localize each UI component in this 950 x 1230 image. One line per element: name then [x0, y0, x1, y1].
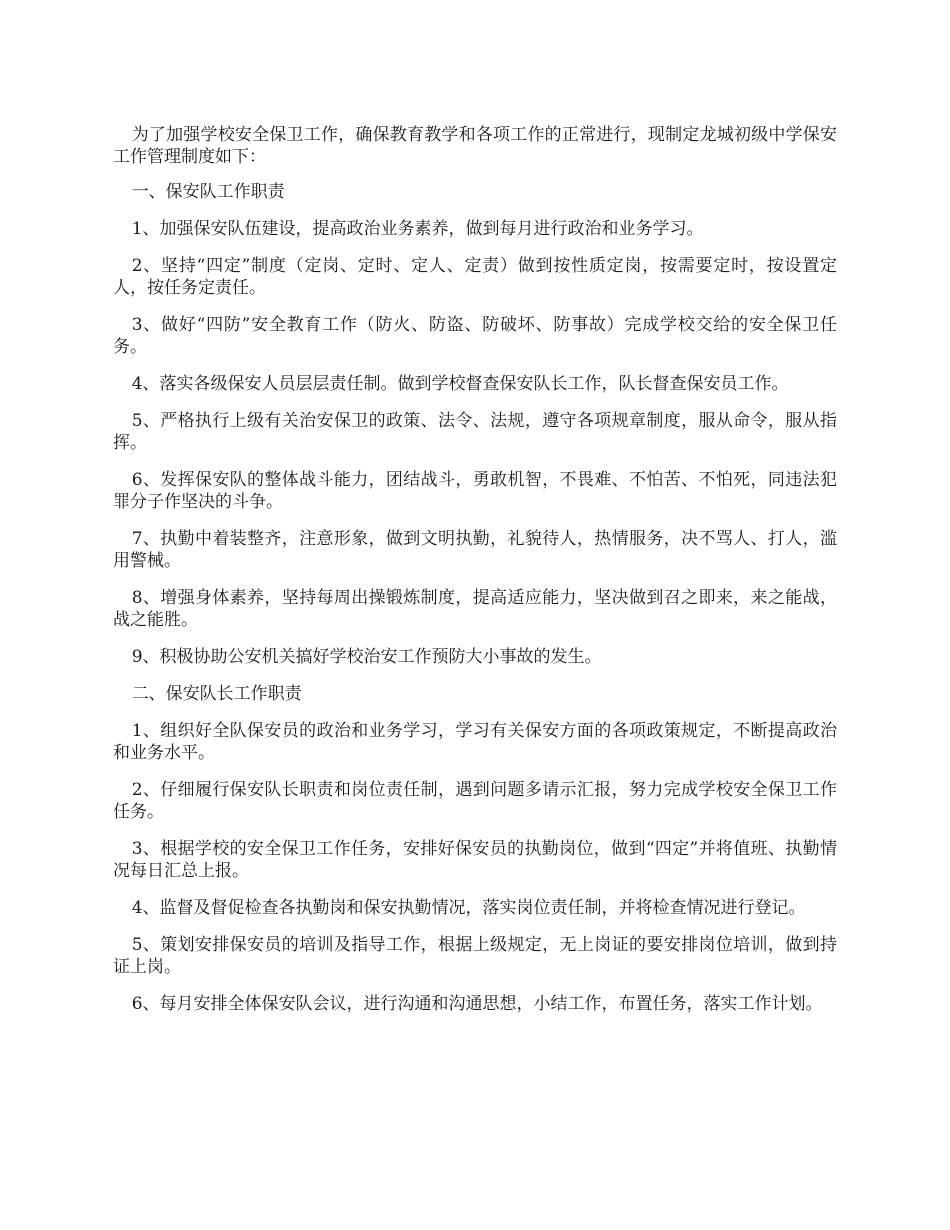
section-2-item: 4、监督及督促检查各执勤岗和保安执勤情况，落实岗位责任制，并将检查情况进行登记。: [131, 898, 806, 918]
section-1-item: 6、发挥保安队的整体战斗能力，团结战斗，勇敢机智，不畏难、不怕苦、不怕死，同违法犯罪分子作坚决的斗争。: [113, 470, 837, 512]
intro-paragraph: 为了加强学校安全保卫工作，确保教育教学和各项工作的正常进行，现制定龙城初级中学保安工作管理制度如下：: [113, 125, 837, 167]
section-1-item: 4、落实各级保安人员层层责任制。做到学校督查保安队长工作，队长督查保安员工作。: [131, 374, 789, 394]
section-1-item: 9、积极协助公安机关搞好学校治安工作预防大小事故的发生。: [131, 647, 602, 667]
section-2-item: 3、根据学校的安全保卫工作任务，安排好保安员的执勤岗位，做到“四定”并将值班、执勤情况每日汇总上报。: [113, 839, 837, 881]
section-2-item: 6、每月安排全体保安队会议，进行沟通和沟通思想，小结工作，布置任务，落实工作计划。: [131, 994, 823, 1014]
section-1-item: 5、严格执行上级有关治安保卫的政策、法令、法规，遵守各项规章制度，服从命令，服从指挥。: [113, 411, 837, 453]
section-heading-1: 一、保安队工作职责: [131, 182, 285, 202]
section-heading-2: 二、保安队长工作职责: [131, 684, 302, 704]
section-2-item: 1、组织好全队保安员的政治和业务学习，学习有关保安方面的各项政策规定，不断提高政治和业务水平。: [113, 721, 837, 763]
section-1-item: 7、执勤中着装整齐，注意形象，做到文明执勤，礼貌待人，热情服务，决不骂人、打人，滥用警械。: [113, 529, 837, 571]
section-1-item: 8、增强身体素养，坚持每周出操锻炼制度，提高适应能力，坚决做到召之即来，来之能战，战之能胜。: [113, 588, 837, 630]
section-1-item: 1、加强保安队伍建设，提高政治业务素养，做到每月进行政治和业务学习。: [131, 219, 704, 239]
section-2-item: 5、策划安排保安员的培训及指导工作，根据上级规定，无上岗证的要安排岗位培训，做到持证上岗。: [113, 935, 837, 977]
section-1-item: 2、坚持“四定”制度（定岗、定时、定人、定责）做到按性质定岗，按需要定时，按设置定人，按任务定责任。: [113, 256, 837, 298]
section-1-item: 3、做好“四防”安全教育工作（防火、防盗、防破坏、防事故）完成学校交给的安全保卫任务。: [113, 315, 837, 357]
document-body: [113, 124, 837, 1030]
section-2-item: 2、仔细履行保安队长职责和岗位责任制，遇到问题多请示汇报，努力完成学校安全保卫工作任务。: [113, 780, 837, 822]
